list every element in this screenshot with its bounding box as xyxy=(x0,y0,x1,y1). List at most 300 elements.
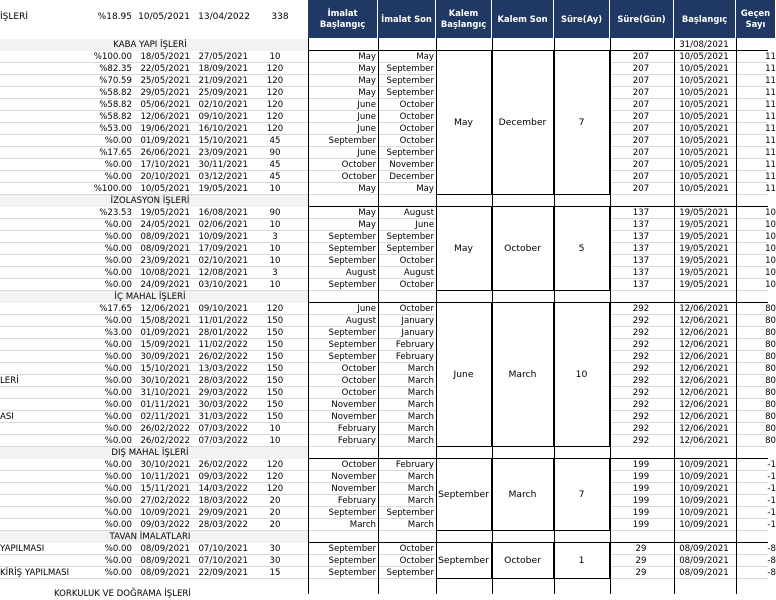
cell-end[interactable]: 02/10/2021 xyxy=(198,256,248,266)
cell-im-son[interactable]: September xyxy=(386,568,434,578)
cell-bas[interactable]: 10/09/2021 xyxy=(679,484,729,494)
cell-pct[interactable]: %0.00 xyxy=(104,268,132,278)
cell-days[interactable]: 10 xyxy=(269,244,281,254)
cell-im-bas[interactable]: May xyxy=(358,220,376,230)
cell-im-son[interactable]: October xyxy=(399,256,434,266)
cell-bas[interactable]: 12/06/2021 xyxy=(679,412,729,422)
cell-bas[interactable]: 12/06/2021 xyxy=(679,316,729,326)
cell-im-bas[interactable]: November xyxy=(331,412,376,422)
cell-gun[interactable]: 207 xyxy=(632,184,650,194)
cell-bas[interactable]: 10/05/2021 xyxy=(679,64,729,74)
cell-bas[interactable]: 10/09/2021 xyxy=(679,520,729,530)
cell-pct[interactable]: %0.00 xyxy=(104,484,132,494)
cell-pct[interactable]: %0.00 xyxy=(104,556,132,566)
cell-gecen[interactable]: 11 xyxy=(765,160,776,170)
cell-start[interactable]: 31/10/2021 xyxy=(140,388,190,398)
cell-gun[interactable]: 137 xyxy=(632,208,650,218)
cell-im-bas[interactable]: May xyxy=(358,184,376,194)
cell-im-bas[interactable]: October xyxy=(341,388,376,398)
cell-im-son[interactable]: October xyxy=(399,124,434,134)
cell-end[interactable]: 13/03/2022 xyxy=(198,364,248,374)
cell-im-bas[interactable]: October xyxy=(341,364,376,374)
cell-im-son[interactable]: December xyxy=(389,172,434,182)
cell-end[interactable]: 31/03/2022 xyxy=(198,412,248,422)
cell-name[interactable]: YAPILMASI xyxy=(0,544,45,554)
cell-days[interactable]: 120 xyxy=(266,76,284,86)
cell-gun[interactable]: 207 xyxy=(632,160,650,170)
cell-im-son[interactable]: August xyxy=(403,208,434,218)
cell-end[interactable]: 30/11/2021 xyxy=(198,160,248,170)
header-sure-ay[interactable]: Süre(Ay) xyxy=(554,0,610,38)
header-imalat-baslangic[interactable]: İmalat Başlangıç xyxy=(308,0,378,38)
cell-im-bas[interactable]: August xyxy=(345,316,376,326)
cell-end[interactable]: 26/02/2022 xyxy=(198,460,248,470)
header-kalem-son[interactable]: Kalem Son xyxy=(492,0,554,38)
cell-im-bas[interactable]: June xyxy=(357,304,376,314)
cell-start[interactable]: 10/11/2021 xyxy=(140,472,190,482)
cell-gecen[interactable]: 10 xyxy=(765,232,776,242)
cell-gecen[interactable]: 11 xyxy=(765,52,776,62)
top-row-pct[interactable]: %18.95 xyxy=(97,12,132,22)
cell-pct[interactable]: %100.00 xyxy=(93,184,132,194)
cell-bas[interactable]: 19/05/2021 xyxy=(679,220,729,230)
cell-end[interactable]: 23/09/2021 xyxy=(198,148,248,158)
cell-pct[interactable]: %0.00 xyxy=(104,496,132,506)
cell-bas[interactable]: 10/09/2021 xyxy=(679,508,729,518)
cell-gecen[interactable]: 80 xyxy=(765,304,776,314)
cell-end[interactable]: 29/03/2022 xyxy=(198,388,248,398)
cell-end[interactable]: 11/02/2022 xyxy=(198,340,248,350)
cell-start[interactable]: 05/06/2021 xyxy=(140,100,190,110)
cell-im-son[interactable]: October xyxy=(399,136,434,146)
cell-bas[interactable]: 10/05/2021 xyxy=(679,88,729,98)
cell-bas[interactable]: 10/05/2021 xyxy=(679,148,729,158)
cell-days[interactable]: 45 xyxy=(269,136,281,146)
cell-bas[interactable]: 08/09/2021 xyxy=(679,544,729,554)
cell-days[interactable]: 150 xyxy=(266,376,284,386)
cell-gun[interactable]: 292 xyxy=(632,352,650,362)
cell-end[interactable]: 18/03/2022 xyxy=(198,496,248,506)
cell-im-bas[interactable]: May xyxy=(358,208,376,218)
cell-im-bas[interactable]: September xyxy=(328,352,376,362)
top-row-name[interactable]: İŞLERİ xyxy=(0,12,28,22)
cell-start[interactable]: 09/03/2022 xyxy=(140,520,190,530)
cell-gecen[interactable]: 11 xyxy=(765,172,776,182)
cell-im-bas[interactable]: September xyxy=(328,328,376,338)
cell-im-bas[interactable]: May xyxy=(358,52,376,62)
cell-end[interactable]: 03/12/2021 xyxy=(198,172,248,182)
cell-days[interactable]: 150 xyxy=(266,364,284,374)
cell-gun[interactable]: 137 xyxy=(632,244,650,254)
cell-gun[interactable]: 29 xyxy=(635,544,647,554)
cell-pct[interactable]: %0.00 xyxy=(104,388,132,398)
cell-pct[interactable]: %0.00 xyxy=(104,364,132,374)
header-kalem-baslangic[interactable]: Kalem Başlangıç xyxy=(436,0,492,38)
cell-gun[interactable]: 207 xyxy=(632,172,650,182)
cell-start[interactable]: 26/02/2022 xyxy=(140,424,190,434)
cell-im-son[interactable]: October xyxy=(399,544,434,554)
merged-sure-ay[interactable]: 5 xyxy=(554,207,610,291)
cell-pct[interactable]: %17.65 xyxy=(99,304,132,314)
cell-gun[interactable]: 292 xyxy=(632,388,650,398)
cell-days[interactable]: 120 xyxy=(266,64,284,74)
cell-pct[interactable]: %0.00 xyxy=(104,256,132,266)
section-title[interactable]: DIŞ MAHAL İŞLERİ xyxy=(111,448,189,458)
cell-days[interactable]: 150 xyxy=(266,352,284,362)
cell-days[interactable]: 120 xyxy=(266,484,284,494)
cell-gecen[interactable]: 11 xyxy=(765,100,776,110)
cell-bas[interactable]: 12/06/2021 xyxy=(679,436,729,446)
cell-gun[interactable]: 207 xyxy=(632,76,650,86)
cell-start[interactable]: 27/02/2022 xyxy=(140,496,190,506)
merged-kalem-baslangic[interactable]: May xyxy=(436,207,492,291)
cell-days[interactable]: 3 xyxy=(272,232,278,242)
cell-gecen[interactable]: 11 xyxy=(765,184,776,194)
cell-im-son[interactable]: February xyxy=(395,340,434,350)
cell-gecen[interactable]: 11 xyxy=(765,88,776,98)
cell-start[interactable]: 08/09/2021 xyxy=(140,244,190,254)
cell-im-son[interactable]: September xyxy=(386,232,434,242)
cell-bas[interactable]: 12/06/2021 xyxy=(679,328,729,338)
cell-gun[interactable]: 207 xyxy=(632,64,650,74)
cell-name[interactable]: ASI xyxy=(0,412,14,422)
cell-end[interactable]: 09/10/2021 xyxy=(198,112,248,122)
top-row-start[interactable]: 10/05/2021 xyxy=(138,12,190,22)
cell-end[interactable]: 30/03/2022 xyxy=(198,400,248,410)
merged-kalem-son[interactable]: October xyxy=(492,207,554,291)
cell-gun[interactable]: 137 xyxy=(632,268,650,278)
cell-days[interactable]: 120 xyxy=(266,304,284,314)
cell-im-bas[interactable]: September xyxy=(328,244,376,254)
cell-bas[interactable]: 19/05/2021 xyxy=(679,208,729,218)
cell-end[interactable]: 22/09/2021 xyxy=(198,568,248,578)
cell-bas[interactable]: 10/05/2021 xyxy=(679,52,729,62)
cell-im-bas[interactable]: September xyxy=(328,568,376,578)
cell-im-son[interactable]: February xyxy=(395,460,434,470)
cell-pct[interactable]: %0.00 xyxy=(104,220,132,230)
cell-start[interactable]: 19/06/2021 xyxy=(140,124,190,134)
cell-im-son[interactable]: March xyxy=(407,364,434,374)
cell-gun[interactable]: 199 xyxy=(632,472,650,482)
cell-bas[interactable]: 12/06/2021 xyxy=(679,376,729,386)
cell-end[interactable]: 28/01/2022 xyxy=(198,328,248,338)
cell-gecen[interactable]: 80 xyxy=(765,316,776,326)
cell-im-son[interactable]: March xyxy=(407,496,434,506)
cell-im-bas[interactable]: October xyxy=(341,460,376,470)
cell-im-bas[interactable]: October xyxy=(341,160,376,170)
cell-gun[interactable]: 207 xyxy=(632,136,650,146)
merged-sure-ay[interactable]: 7 xyxy=(554,459,610,531)
cell-end[interactable]: 27/05/2021 xyxy=(198,52,248,62)
cell-pct[interactable]: %0.00 xyxy=(104,232,132,242)
cell-im-bas[interactable]: September xyxy=(328,340,376,350)
cell-im-son[interactable]: March xyxy=(407,472,434,482)
cell-gun[interactable]: 292 xyxy=(632,304,650,314)
cell-gecen[interactable]: -8 xyxy=(767,544,776,554)
cell-bas[interactable]: 12/06/2021 xyxy=(679,352,729,362)
cell-pct[interactable]: %0.00 xyxy=(104,352,132,362)
cell-pct[interactable]: %58.82 xyxy=(99,100,132,110)
cell-im-son[interactable]: March xyxy=(407,388,434,398)
cell-start[interactable]: 22/05/2021 xyxy=(140,64,190,74)
cell-pct[interactable]: %0.00 xyxy=(104,424,132,434)
cell-start[interactable]: 17/10/2021 xyxy=(140,160,190,170)
cell-gecen[interactable]: 11 xyxy=(765,124,776,134)
cell-end[interactable]: 16/08/2021 xyxy=(198,208,248,218)
cell-days[interactable]: 10 xyxy=(269,184,281,194)
cell-pct[interactable]: %3.00 xyxy=(104,328,132,338)
cell-gun[interactable]: 207 xyxy=(632,112,650,122)
cell-end[interactable]: 17/09/2021 xyxy=(198,244,248,254)
cell-days[interactable]: 45 xyxy=(269,172,281,182)
cell-gun[interactable]: 292 xyxy=(632,412,650,422)
cell-pct[interactable]: %70.59 xyxy=(99,76,132,86)
cell-im-son[interactable]: September xyxy=(386,88,434,98)
cell-pct[interactable]: %0.00 xyxy=(104,280,132,290)
cell-start[interactable]: 10/09/2021 xyxy=(140,508,190,518)
cell-im-bas[interactable]: September xyxy=(328,280,376,290)
cell-days[interactable]: 10 xyxy=(269,436,281,446)
cell-days[interactable]: 150 xyxy=(266,340,284,350)
section-title[interactable]: TAVAN İMALATLARI xyxy=(109,532,191,542)
cell-im-bas[interactable]: June xyxy=(357,100,376,110)
cell-pct[interactable]: %0.00 xyxy=(104,172,132,182)
cell-pct[interactable]: %53.00 xyxy=(99,124,132,134)
cell-bas[interactable]: 10/05/2021 xyxy=(679,112,729,122)
merged-kalem-baslangic[interactable]: September xyxy=(436,459,492,531)
cell-gecen[interactable]: -1 xyxy=(767,472,776,482)
cell-pct[interactable]: %0.00 xyxy=(104,436,132,446)
cell-end[interactable]: 14/03/2022 xyxy=(198,484,248,494)
cell-im-son[interactable]: September xyxy=(386,244,434,254)
cell-end[interactable]: 28/03/2022 xyxy=(198,520,248,530)
cell-im-son[interactable]: March xyxy=(407,520,434,530)
cell-days[interactable]: 90 xyxy=(269,208,281,218)
cell-pct[interactable]: %17.65 xyxy=(99,148,132,158)
cell-im-bas[interactable]: October xyxy=(341,172,376,182)
cell-start[interactable]: 30/09/2021 xyxy=(140,352,190,362)
cell-pct[interactable]: %0.00 xyxy=(104,568,132,578)
cell-gecen[interactable]: 80 xyxy=(765,352,776,362)
cell-days[interactable]: 15 xyxy=(269,568,281,578)
cell-pct[interactable]: %100.00 xyxy=(93,52,132,62)
cell-end[interactable]: 10/09/2021 xyxy=(198,232,248,242)
header-baslangic[interactable]: Başlangıç xyxy=(674,0,736,38)
top-row-days[interactable]: 338 xyxy=(271,12,289,22)
merged-sure-ay[interactable]: 10 xyxy=(554,303,610,447)
cell-gun[interactable]: 292 xyxy=(632,376,650,386)
cell-bas[interactable]: 10/09/2021 xyxy=(679,460,729,470)
cell-bas[interactable]: 10/05/2021 xyxy=(679,100,729,110)
cell-end[interactable]: 07/10/2021 xyxy=(198,544,248,554)
cell-end[interactable]: 21/09/2021 xyxy=(198,76,248,86)
cell-start[interactable]: 01/09/2021 xyxy=(140,136,190,146)
cell-gecen[interactable]: 80 xyxy=(765,364,776,374)
cell-im-bas[interactable]: May xyxy=(358,88,376,98)
cell-bas[interactable]: 12/06/2021 xyxy=(679,340,729,350)
cell-gecen[interactable]: 11 xyxy=(765,148,776,158)
cell-end[interactable]: 09/03/2022 xyxy=(198,472,248,482)
cell-pct[interactable]: %23.53 xyxy=(99,208,132,218)
cell-im-bas[interactable]: February xyxy=(337,496,376,506)
cell-im-bas[interactable]: March xyxy=(349,520,376,530)
cell-im-son[interactable]: September xyxy=(386,508,434,518)
cell-end[interactable]: 02/10/2021 xyxy=(198,100,248,110)
cell-bas[interactable]: 19/05/2021 xyxy=(679,280,729,290)
merged-kalem-son[interactable]: December xyxy=(492,51,554,195)
cell-bas[interactable]: 10/05/2021 xyxy=(679,124,729,134)
cell-days[interactable]: 20 xyxy=(269,520,281,530)
cell-gun[interactable]: 199 xyxy=(632,520,650,530)
section-title[interactable]: İZOLASYON İŞLERİ xyxy=(110,196,190,206)
cell-im-bas[interactable]: September xyxy=(328,256,376,266)
cell-end[interactable]: 19/05/2021 xyxy=(198,184,248,194)
cell-pct[interactable]: %0.00 xyxy=(104,376,132,386)
cell-im-son[interactable]: March xyxy=(407,424,434,434)
cell-gun[interactable]: 29 xyxy=(635,568,647,578)
cell-days[interactable]: 3 xyxy=(272,268,278,278)
cell-bas[interactable]: 10/05/2021 xyxy=(679,160,729,170)
cell-bas[interactable]: 19/05/2021 xyxy=(679,244,729,254)
cell-bas[interactable]: 08/09/2021 xyxy=(679,556,729,566)
cell-end[interactable]: 12/08/2021 xyxy=(198,268,248,278)
cell-name[interactable]: KİRİŞ YAPILMASI xyxy=(0,568,70,578)
cell-gecen[interactable]: -8 xyxy=(767,556,776,566)
section-title[interactable]: KABA YAPI İŞLERİ xyxy=(113,40,187,50)
cell-days[interactable]: 20 xyxy=(269,496,281,506)
cell-gecen[interactable]: -1 xyxy=(767,496,776,506)
cell-im-son[interactable]: October xyxy=(399,100,434,110)
cell-gun[interactable]: 207 xyxy=(632,124,650,134)
cell-start[interactable]: 12/06/2021 xyxy=(140,304,190,314)
cell-start[interactable]: 24/09/2021 xyxy=(140,280,190,290)
top-row-end[interactable]: 13/04/2022 xyxy=(198,12,250,22)
cell-days[interactable]: 30 xyxy=(269,544,281,554)
section-baslangic-note[interactable]: 31/08/2021 xyxy=(679,40,729,50)
merged-kalem-son[interactable]: October xyxy=(492,543,554,579)
cell-gecen[interactable]: 10 xyxy=(765,208,776,218)
cell-im-bas[interactable]: August xyxy=(345,268,376,278)
cell-im-bas[interactable]: November xyxy=(331,472,376,482)
cell-start[interactable]: 10/05/2021 xyxy=(140,184,190,194)
cell-days[interactable]: 10 xyxy=(269,52,281,62)
cell-im-son[interactable]: March xyxy=(407,376,434,386)
cell-days[interactable]: 10 xyxy=(269,256,281,266)
cell-pct[interactable]: %0.00 xyxy=(104,472,132,482)
cell-end[interactable]: 16/10/2021 xyxy=(198,124,248,134)
merged-kalem-baslangic[interactable]: September xyxy=(436,543,492,579)
cell-gecen[interactable]: 80 xyxy=(765,424,776,434)
cell-gun[interactable]: 207 xyxy=(632,88,650,98)
cell-im-bas[interactable]: October xyxy=(341,376,376,386)
cell-bas[interactable]: 19/05/2021 xyxy=(679,232,729,242)
cell-gun[interactable]: 292 xyxy=(632,316,650,326)
merged-kalem-son[interactable]: March xyxy=(492,459,554,531)
cell-gun[interactable]: 199 xyxy=(632,508,650,518)
cell-gecen[interactable]: 80 xyxy=(765,436,776,446)
cell-im-son[interactable]: March xyxy=(407,400,434,410)
cell-start[interactable]: 25/05/2021 xyxy=(140,76,190,86)
header-sure-gun[interactable]: Süre(Gün) xyxy=(610,0,674,38)
cell-days[interactable]: 120 xyxy=(266,460,284,470)
cell-bas[interactable]: 10/05/2021 xyxy=(679,136,729,146)
cell-im-bas[interactable]: November xyxy=(331,484,376,494)
cell-bas[interactable]: 10/09/2021 xyxy=(679,496,729,506)
cell-im-bas[interactable]: May xyxy=(358,64,376,74)
cell-gun[interactable]: 207 xyxy=(632,100,650,110)
cell-im-son[interactable]: May xyxy=(416,184,434,194)
cell-im-son[interactable]: September xyxy=(386,148,434,158)
cell-pct[interactable]: %0.00 xyxy=(104,508,132,518)
cell-gun[interactable]: 292 xyxy=(632,340,650,350)
cell-start[interactable]: 08/09/2021 xyxy=(140,556,190,566)
cell-start[interactable]: 08/09/2021 xyxy=(140,232,190,242)
merged-sure-ay[interactable]: 1 xyxy=(554,543,610,579)
cell-days[interactable]: 10 xyxy=(269,424,281,434)
cell-im-bas[interactable]: September xyxy=(328,508,376,518)
cell-start[interactable]: 30/10/2021 xyxy=(140,460,190,470)
cell-im-bas[interactable]: February xyxy=(337,424,376,434)
cell-days[interactable]: 150 xyxy=(266,328,284,338)
cell-pct[interactable]: %0.00 xyxy=(104,316,132,326)
cell-start[interactable]: 02/11/2021 xyxy=(140,412,190,422)
cell-days[interactable]: 150 xyxy=(266,400,284,410)
cell-gun[interactable]: 292 xyxy=(632,400,650,410)
cell-gecen[interactable]: -8 xyxy=(767,568,776,578)
cell-pct[interactable]: %0.00 xyxy=(104,544,132,554)
cell-im-son[interactable]: October xyxy=(399,112,434,122)
cell-gecen[interactable]: 80 xyxy=(765,376,776,386)
cell-im-bas[interactable]: June xyxy=(357,148,376,158)
cell-pct[interactable]: %58.82 xyxy=(99,88,132,98)
cell-gecen[interactable]: 11 xyxy=(765,136,776,146)
cell-im-son[interactable]: March xyxy=(407,412,434,422)
cell-gecen[interactable]: 10 xyxy=(765,244,776,254)
cell-bas[interactable]: 12/06/2021 xyxy=(679,304,729,314)
merged-kalem-son[interactable]: March xyxy=(492,303,554,447)
cell-start[interactable]: 15/10/2021 xyxy=(140,364,190,374)
cell-end[interactable]: 11/01/2022 xyxy=(198,316,248,326)
cell-days[interactable]: 120 xyxy=(266,112,284,122)
cell-start[interactable]: 01/11/2021 xyxy=(140,400,190,410)
cell-days[interactable]: 150 xyxy=(266,412,284,422)
cell-end[interactable]: 02/06/2021 xyxy=(198,220,248,230)
cell-pct[interactable]: %0.00 xyxy=(104,400,132,410)
cell-im-son[interactable]: October xyxy=(399,556,434,566)
cell-im-son[interactable]: October xyxy=(399,304,434,314)
cell-start[interactable]: 10/08/2021 xyxy=(140,268,190,278)
cell-days[interactable]: 120 xyxy=(266,124,284,134)
cell-gecen[interactable]: 80 xyxy=(765,412,776,422)
merged-sure-ay[interactable]: 7 xyxy=(554,51,610,195)
cell-end[interactable]: 03/10/2021 xyxy=(198,280,248,290)
cell-bas[interactable]: 12/06/2021 xyxy=(679,388,729,398)
cell-start[interactable]: 24/05/2021 xyxy=(140,220,190,230)
cell-gecen[interactable]: 80 xyxy=(765,388,776,398)
cell-im-son[interactable]: January xyxy=(401,328,434,338)
cell-im-son[interactable]: June xyxy=(415,220,434,230)
cell-days[interactable]: 30 xyxy=(269,556,281,566)
cell-pct[interactable]: %0.00 xyxy=(104,412,132,422)
cell-pct[interactable]: %0.00 xyxy=(104,460,132,470)
cell-gecen[interactable]: -1 xyxy=(767,508,776,518)
cell-gecen[interactable]: 80 xyxy=(765,328,776,338)
cell-bas[interactable]: 19/05/2021 xyxy=(679,256,729,266)
cell-im-bas[interactable]: February xyxy=(337,436,376,446)
cell-start[interactable]: 08/09/2021 xyxy=(140,568,190,578)
cell-days[interactable]: 90 xyxy=(269,148,281,158)
cell-pct[interactable]: %82.35 xyxy=(99,64,132,74)
